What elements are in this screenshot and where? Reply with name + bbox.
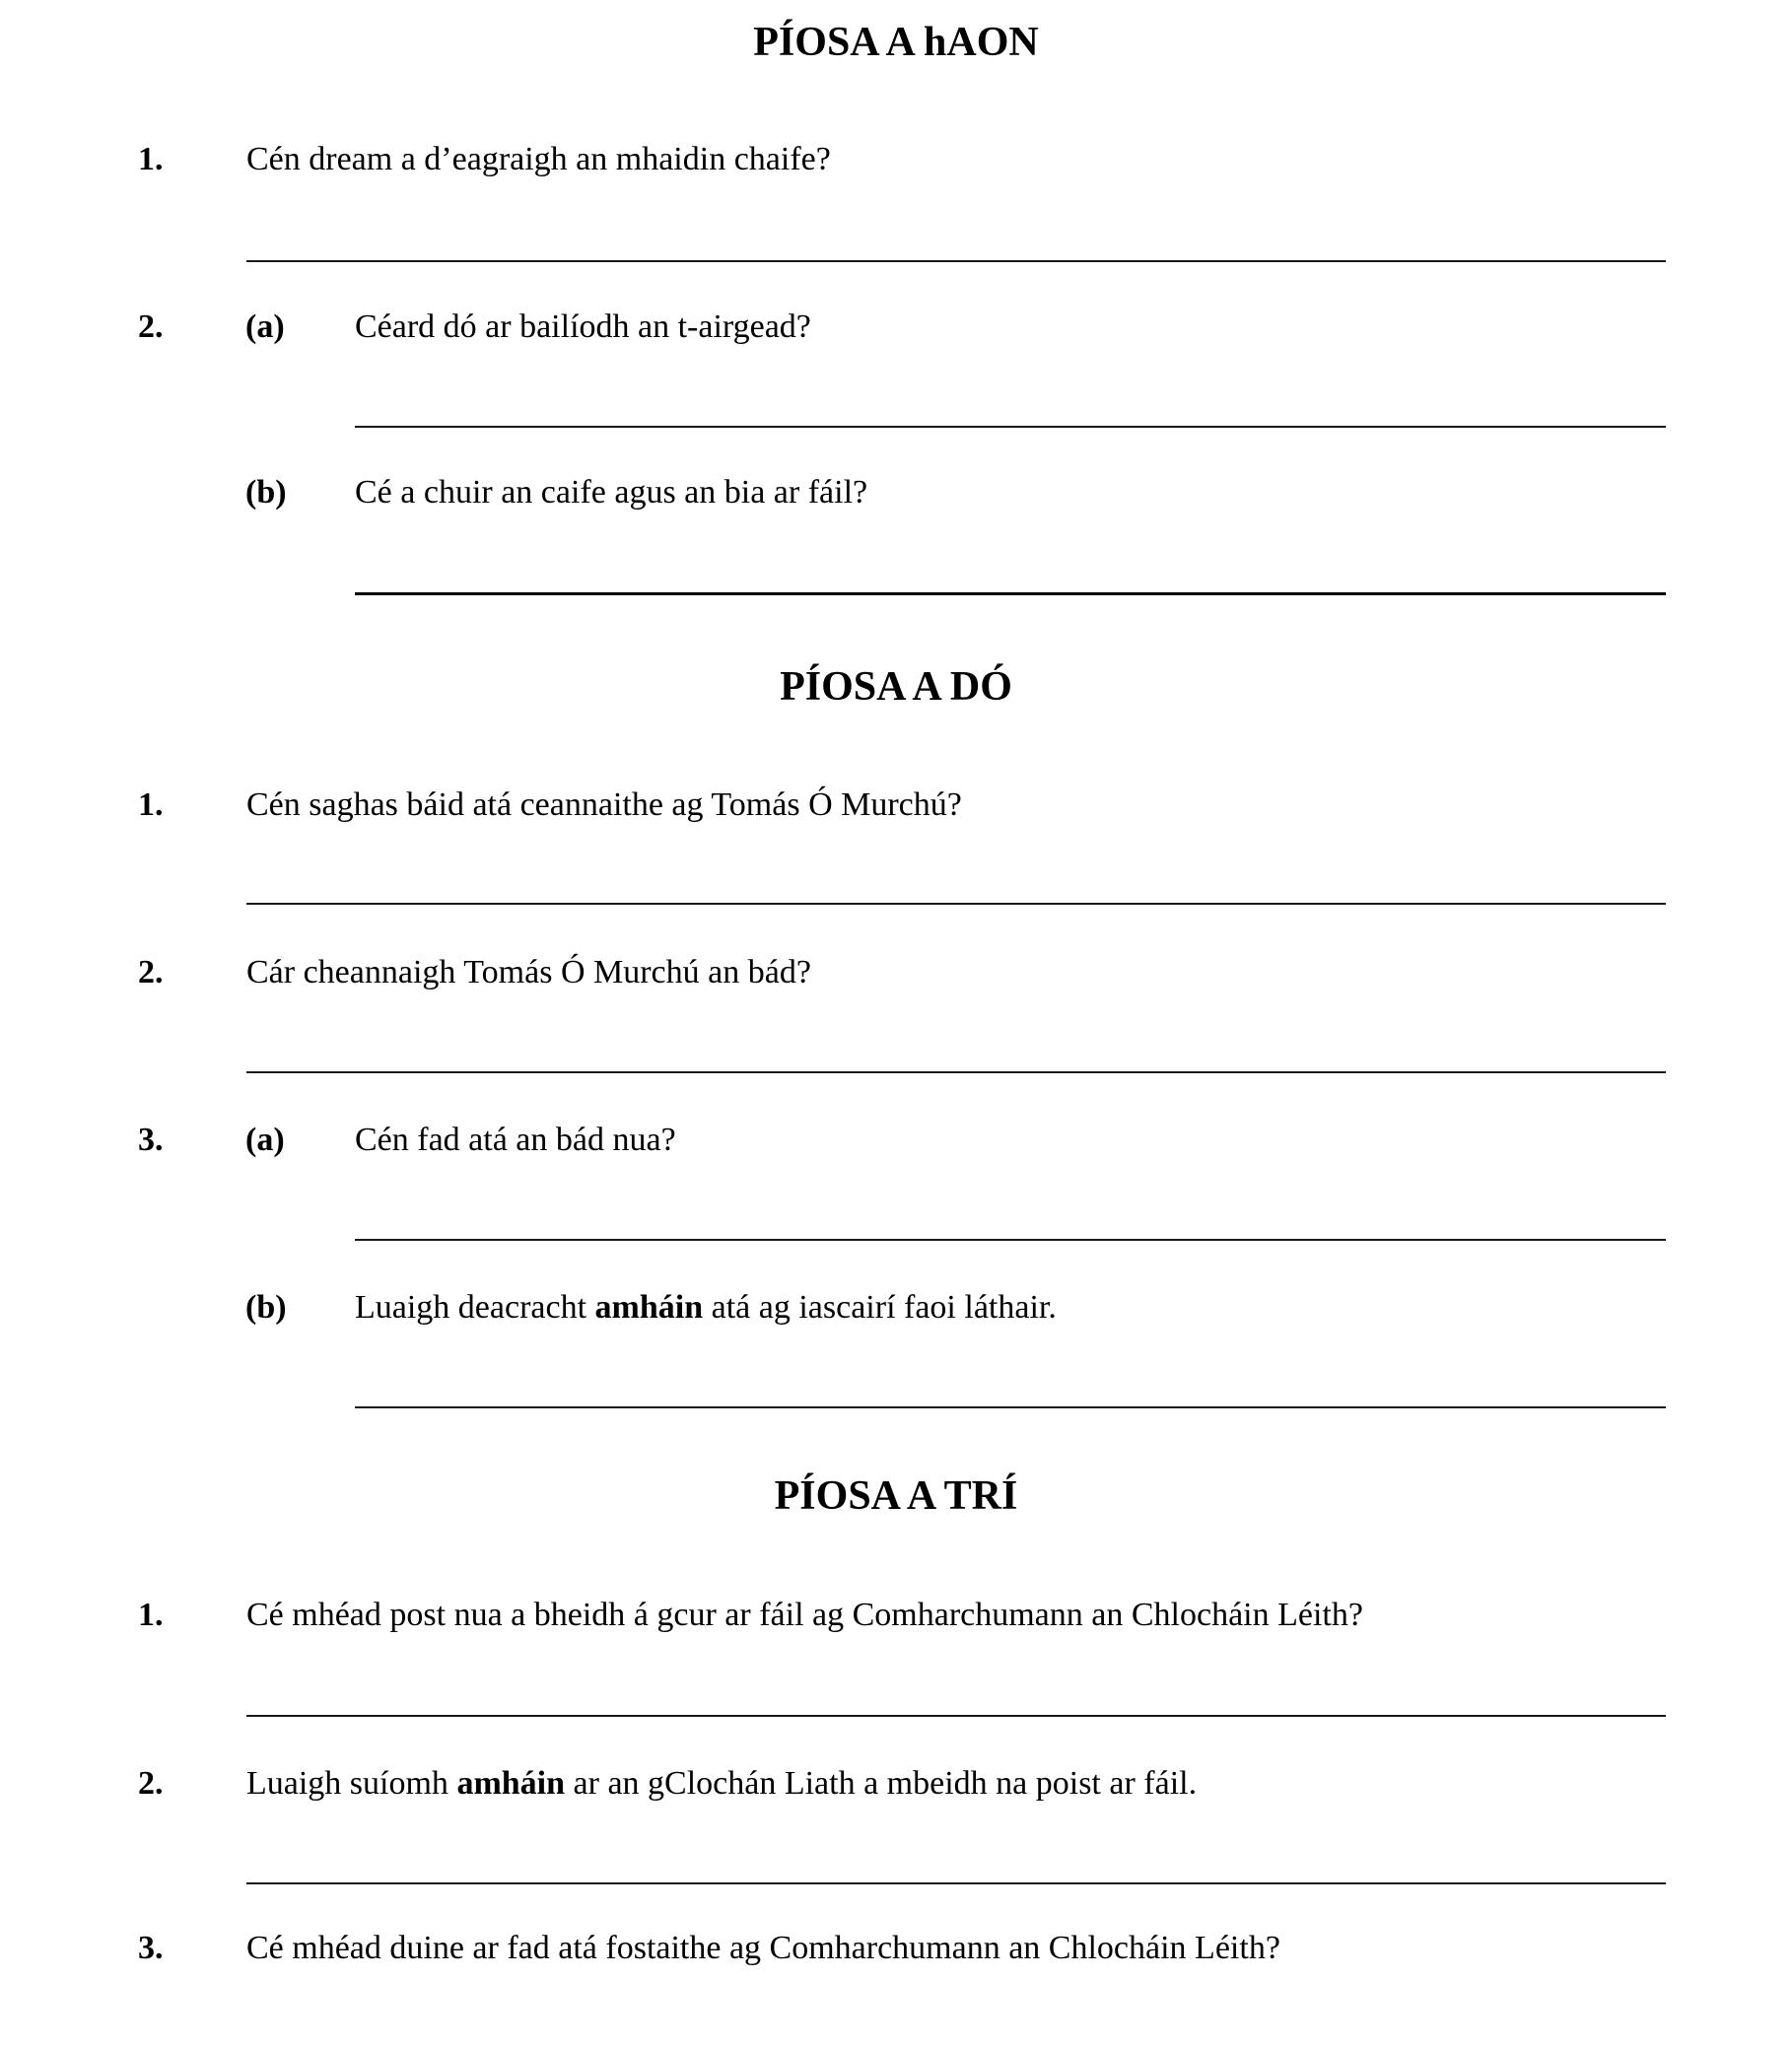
answer-line-2-3a[interactable] [355, 1239, 1666, 1241]
text-segment: atá ag iascairí faoi láthair. [703, 1289, 1057, 1326]
answer-line-2-3b[interactable] [355, 1406, 1666, 1408]
emphasis-text: amháin [594, 1289, 704, 1326]
question-number: 3. [138, 1930, 164, 1966]
part-label: (b) [245, 474, 287, 511]
text-segment: Luaigh suíomh [246, 1765, 457, 1802]
answer-line-3-2[interactable] [246, 1882, 1666, 1884]
question-text: Cén fad atá an bád nua? [355, 1122, 676, 1158]
answer-line-1-2a[interactable] [355, 426, 1666, 428]
answer-line-2-2[interactable] [246, 1071, 1666, 1073]
question-number: 1. [138, 141, 164, 177]
question-text: Cén saghas báid atá ceannaithe ag Tomás Ó Murchú? [246, 786, 962, 823]
text-segment: ar an gClochán Liath a mbeidh na poist ar fáil. [565, 1765, 1198, 1802]
question-number: 2. [138, 954, 164, 990]
question-text: Cár cheannaigh Tomás Ó Murchú an bád? [246, 954, 811, 990]
section-heading-2: PÍOSA A DÓ [780, 664, 1012, 710]
question-number: 1. [138, 1597, 164, 1633]
answer-line-2-1[interactable] [246, 903, 1666, 905]
answer-line-1-2b[interactable] [355, 592, 1666, 595]
question-number: 1. [138, 786, 164, 823]
answer-line-1-1[interactable] [246, 260, 1666, 262]
question-text: Céard dó ar bailíodh an t-airgead? [355, 308, 811, 345]
part-label: (a) [245, 308, 285, 345]
question-text: Cé a chuir an caife agus an bia ar fáil? [355, 474, 868, 511]
question-text: Cén dream a d’eagraigh an mhaidin chaife? [246, 141, 831, 177]
question-text: Cé mhéad post nua a bheidh á gcur ar fáil ag Comharchumann an Chlocháin Léith? [246, 1597, 1363, 1633]
emphasis-text: amháin [456, 1765, 566, 1802]
question-number: 2. [138, 308, 164, 345]
section-heading-3: PÍOSA A TRÍ [774, 1473, 1018, 1519]
part-label: (a) [245, 1122, 285, 1158]
part-label: (b) [245, 1289, 287, 1326]
question-number: 3. [138, 1122, 164, 1158]
question-text [355, 1291, 1057, 1325]
text-segment: Luaigh deacracht [355, 1289, 595, 1326]
question-text [246, 1767, 1197, 1801]
question-number: 2. [138, 1765, 164, 1802]
question-text: Cé mhéad duine ar fad atá fostaithe ag Comharchumann an Chlocháin Léith? [246, 1930, 1280, 1966]
answer-line-3-1[interactable] [246, 1715, 1666, 1717]
section-heading-1: PÍOSA A hAON [753, 20, 1039, 65]
